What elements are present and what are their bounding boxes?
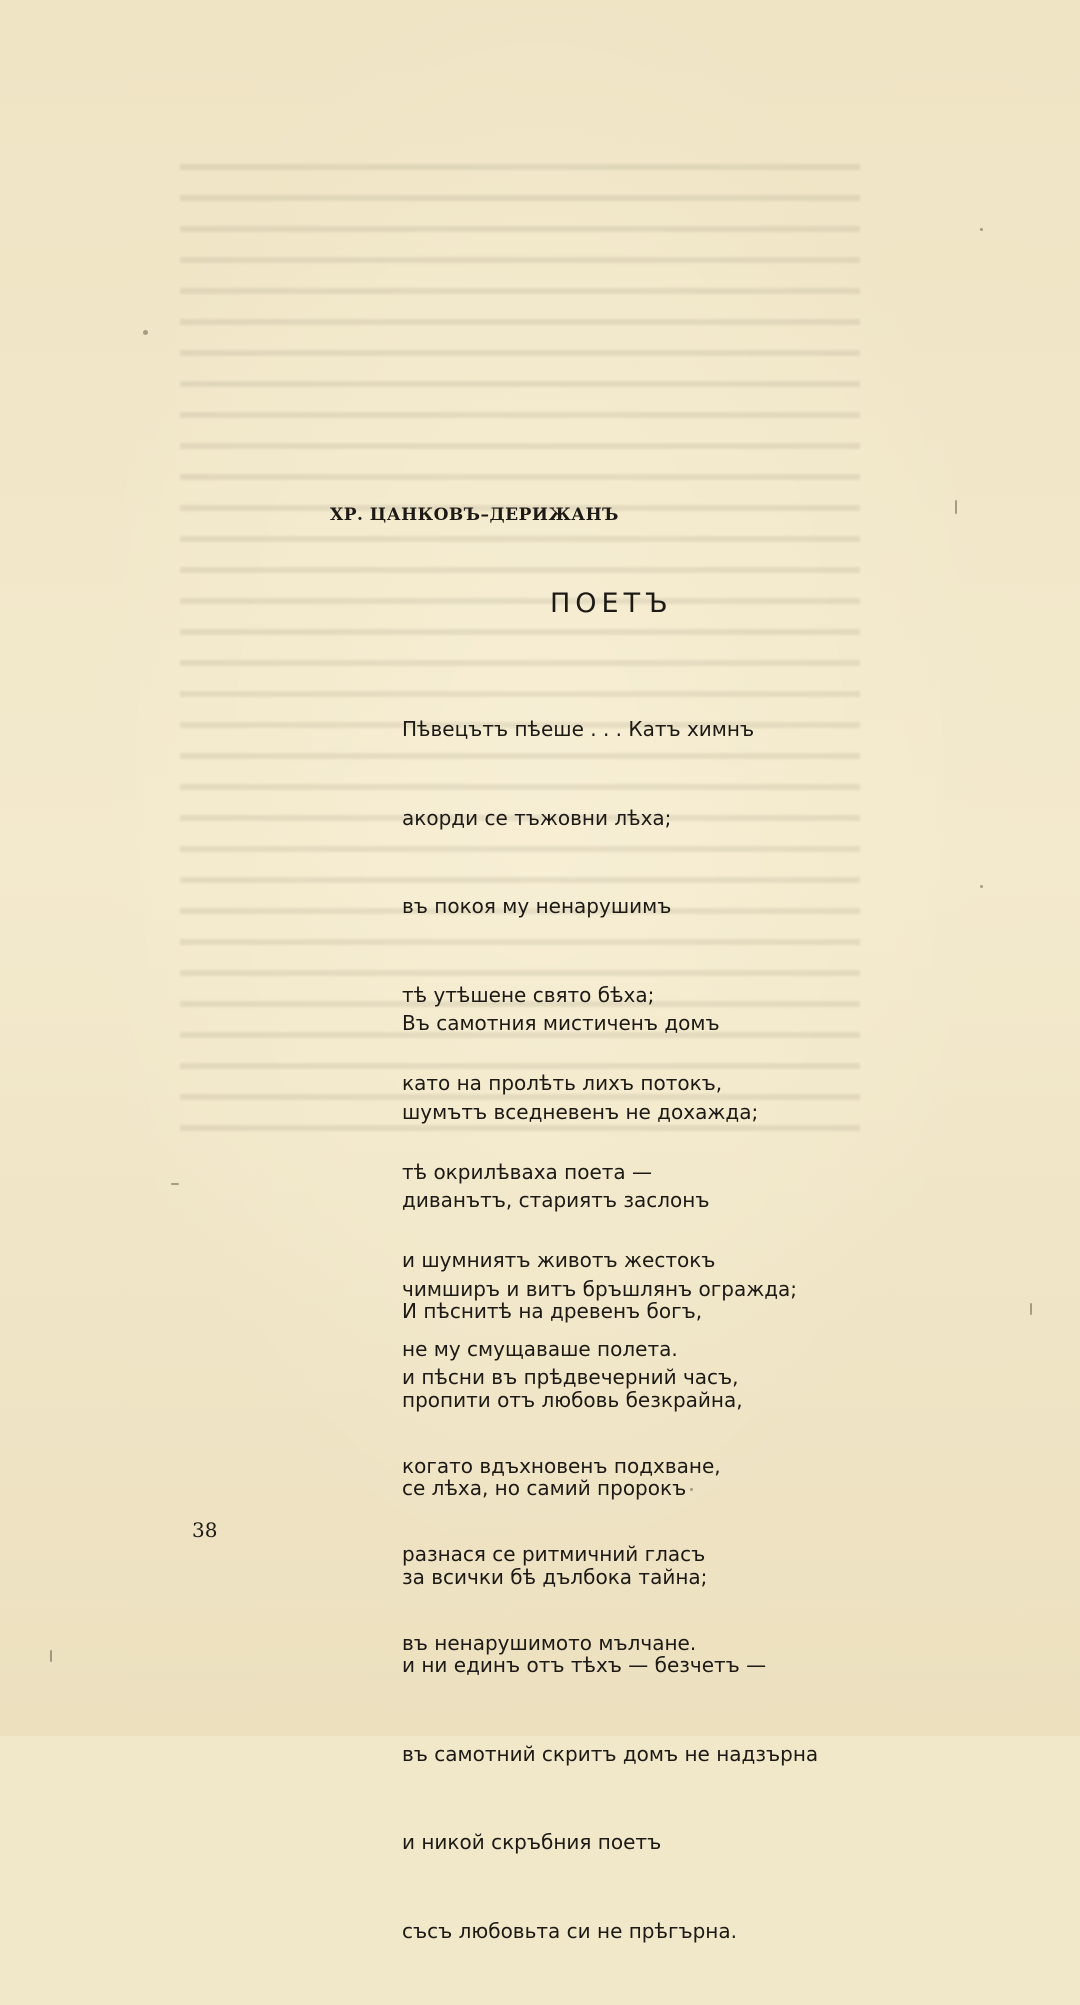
- poem-line: разнася се ритмичний гласъ: [402, 1542, 706, 1566]
- paper-speck: [980, 885, 983, 888]
- poem-line: чимширъ и витъ бръшлянъ огражда;: [402, 1276, 798, 1301]
- poem-line: за всички бѣ дълбока тайна;: [402, 1564, 708, 1589]
- stanza-3: [402, 1238, 818, 2005]
- poem-line: диванътъ, стариятъ заслонъ: [402, 1188, 710, 1212]
- poem-line: и никой скръбния поетъ: [402, 1830, 662, 1854]
- poem-line: тѣ утѣшене свято бѣха;: [402, 982, 655, 1007]
- poem-line: се лѣха, но самий пророкъ: [402, 1476, 687, 1500]
- paper-speck: [955, 500, 957, 514]
- poem-line: въ покоя му ненарушимъ: [402, 894, 672, 918]
- poem-line: и ни единъ отъ тѣхъ — безчетъ —: [402, 1653, 767, 1677]
- page-number: 38: [192, 1518, 218, 1542]
- paper-speck: [690, 1488, 693, 1491]
- paper-speck: [980, 228, 983, 231]
- poem-line: и шумниятъ животъ жестокъ: [402, 1248, 716, 1272]
- poem-line: акорди се тъжовни лѣха;: [402, 805, 672, 830]
- paper-speck: [143, 330, 148, 335]
- poem-line: като на пролѣть лихъ потокъ,: [402, 1071, 723, 1095]
- poem-line: съсъ любовьта си не прѣгърна.: [402, 1918, 737, 1943]
- paper-speck: [1030, 1303, 1032, 1315]
- poem-line: пропити отъ любовь безкрайна,: [402, 1387, 743, 1412]
- paper-speck: [50, 1650, 52, 1662]
- poem-line: когато вдъхновенъ подхване,: [402, 1453, 721, 1478]
- poem-line: Въ самотния мистиченъ домъ: [402, 1011, 720, 1035]
- poem-line: шумътъ вседневенъ не дохажда;: [402, 1099, 759, 1124]
- poem-line: въ самотний скритъ домъ не надзърна: [402, 1741, 819, 1766]
- poem-line: Пѣвецътъ пѣеше . . . Катъ химнъ: [402, 717, 755, 741]
- poem-line: тѣ окрилѣваха поета —: [402, 1159, 653, 1184]
- poem-line: И пѣснитѣ на древенъ богъ,: [402, 1299, 703, 1323]
- poem-line: и пѣсни въ прѣдвечерний часъ,: [402, 1365, 739, 1389]
- poem-title: ПОЕТЪ: [550, 588, 673, 619]
- poem-line: въ ненарушимото мълчане.: [402, 1630, 697, 1655]
- paper-speck: [171, 1183, 179, 1185]
- poem-line: не му смущаваше полета.: [402, 1336, 678, 1361]
- author-name: ХР. ЦАНКОВЪ–ДЕРИЖАНЪ: [330, 505, 619, 525]
